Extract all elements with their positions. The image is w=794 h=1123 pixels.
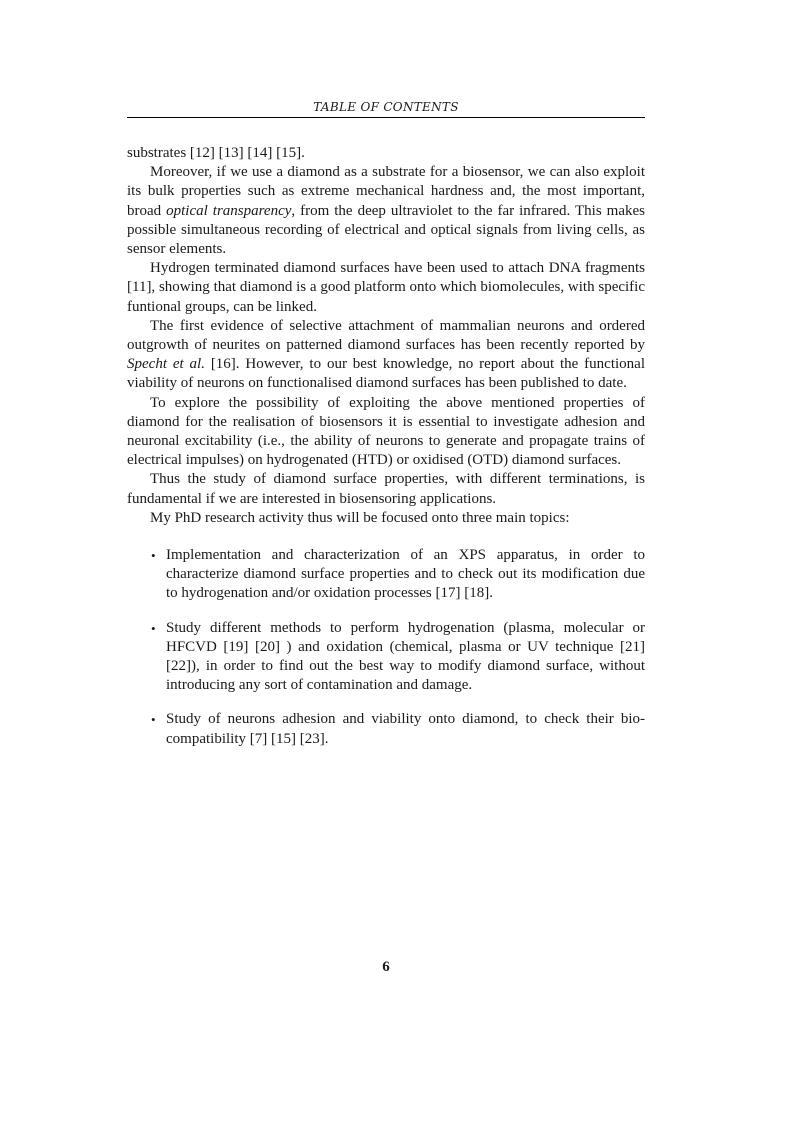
emphasis-optical-transparency: optical transparency	[166, 202, 292, 219]
paragraph-text: , from the deep ultraviolet to the far infrared. This makes possible simultaneous recording of electrical and optical signals from living cells, as sensor elements.	[127, 202, 645, 258]
paragraph-hydrogen-terminated: Hydrogen terminated diamond surfaces have been used to attach DNA fragments [11], showing that diamond is a good platform onto which biomolecules, with specific funtional groups, can be linked.	[127, 260, 645, 315]
paragraph-bulk-properties	[127, 163, 645, 259]
research-topics-list	[127, 546, 645, 749]
bullet-icon: •	[151, 620, 156, 636]
list-item	[127, 710, 645, 748]
list-item-text: Study different methods to perform hydrogenation (plasma, molecular or HFCVD [19] [20] ) and oxidation (chemical, plasma or UV technique [21] [22]), in order to find out the best way to modify diamond surface, without introducing any sort of contamination and damage.	[166, 619, 645, 694]
running-header: TABLE OF CONTENTS	[313, 100, 459, 114]
paragraph-text: Moreover, if we use a diamond as a substrate for a biosensor, we can also exploit its bulk properties such as extreme mechanical hardness and, the most important, broad	[127, 164, 645, 219]
paragraph-text: [16]. However, to our best knowledge, no report about the functional viability of neurons on functionalised diamond surfaces has been published to date.	[127, 356, 645, 392]
list-item	[127, 619, 645, 696]
paragraph-surface-properties: Thus the study of diamond surface properties, with different terminations, is fundamental if we are interested in biosensoring applications.	[127, 471, 645, 507]
header-rule	[127, 117, 645, 118]
page-number: 6	[382, 959, 390, 975]
bullet-icon: •	[151, 548, 156, 564]
bullet-icon: •	[151, 712, 156, 728]
list-item-text: Study of neurons adhesion and viability onto diamond, to check their bio-compatibility [7] [15] [23].	[166, 711, 645, 747]
paragraph-continuation: substrates [12] [13] [14] [15].	[127, 145, 305, 161]
paragraph-first-evidence	[127, 317, 645, 394]
list-item	[127, 546, 645, 604]
list-item-text: Implementation and characterization of an XPS apparatus, in order to characterize diamond surface properties and to check out its modification due to hydrogenation and/or oxidation processes [17] [18].	[166, 547, 645, 602]
paragraph-research-intro: My PhD research activity thus will be focused onto three main topics:	[150, 509, 570, 526]
body-text	[127, 144, 645, 764]
paragraph-explore-possibility: To explore the possibility of exploiting the above mentioned properties of diamond for the realisation of biosensors it is essential to investigate adhesion and neuronal excitability (i.e., the ability of neurons to generate and propagate trains of electrical impulses) on hydrogenated (HTD) or oxidised (OTD) diamond surfaces.	[127, 394, 645, 469]
paragraph-text: The first evidence of selective attachment of mammalian neurons and ordered outgrowth of neurites on patterned diamond surfaces has been recently reported by	[127, 317, 645, 354]
emphasis-author-citation: Specht et al.	[127, 356, 205, 373]
